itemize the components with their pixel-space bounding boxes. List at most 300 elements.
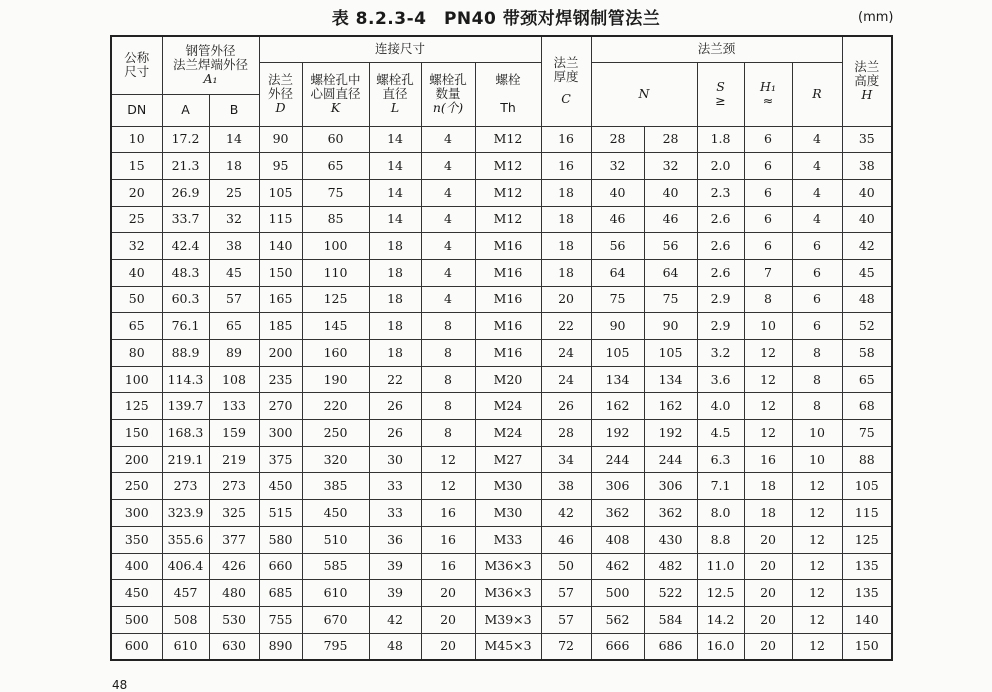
table-cell: M39×3 [475,606,541,633]
table-cell: 15 [111,153,162,180]
table-cell: 115 [842,500,892,527]
table-cell: M12 [475,206,541,233]
header-neck-r: R [792,62,842,126]
table-cell: 580 [259,526,302,553]
table-cell: 57 [541,606,591,633]
table-cell: 40 [842,206,892,233]
table-cell: 18 [369,340,421,367]
table-cell: 8 [421,366,475,393]
table-cell: 400 [111,553,162,580]
table-cell: 890 [259,633,302,660]
header-neck-s: S ≥ [697,62,744,126]
table-cell: 6 [744,206,792,233]
table-cell: 385 [302,473,369,500]
table-cell: 12 [744,340,792,367]
table-cell: 482 [644,553,697,580]
table-cell: 408 [591,526,644,553]
table-cell: 4 [792,126,842,153]
table-cell: 17.2 [162,126,209,153]
table-cell: 2.6 [697,259,744,286]
table-row [111,606,892,633]
table-cell: 2.9 [697,313,744,340]
table-cell: 24 [541,340,591,367]
table-cell: 4 [792,206,842,233]
table-cell: 8 [421,340,475,367]
table-cell: 16 [421,526,475,553]
table-cell: 80 [111,340,162,367]
table-cell: 6.3 [697,446,744,473]
table-cell: 6 [792,259,842,286]
table-cell: 670 [302,606,369,633]
table-cell: 105 [591,340,644,367]
table-cell: 39 [369,553,421,580]
table-cell: 12 [792,526,842,553]
table-cell: M27 [475,446,541,473]
table-cell: 22 [541,313,591,340]
table-cell: 4 [792,153,842,180]
table-cell: 12 [792,633,842,660]
table-cell: 219.1 [162,446,209,473]
table-cell: 610 [162,633,209,660]
table-cell: 200 [259,340,302,367]
table-cell: 6 [744,153,792,180]
table-cell: 90 [259,126,302,153]
table-cell: 2.9 [697,286,744,313]
table-cell: 42 [842,233,892,260]
table-title: 表 8.2.3-4 PN40 带颈对焊钢制管法兰 [331,9,661,29]
table-cell: M12 [475,179,541,206]
table-cell: 12 [744,420,792,447]
table-cell: 39 [369,580,421,607]
table-cell: 45 [842,259,892,286]
header-bolt-hole-count: 螺栓孔 数量 n(个) [421,62,475,126]
table-row [111,153,892,180]
table-cell: M30 [475,500,541,527]
table-cell: 18 [541,259,591,286]
table-cell: 28 [591,126,644,153]
table-cell: 12 [792,606,842,633]
table-cell: 159 [209,420,259,447]
table-cell: 325 [209,500,259,527]
table-cell: 16 [744,446,792,473]
unit-label: (mm) [858,10,894,25]
table-cell: 135 [842,580,892,607]
table-cell: 57 [209,286,259,313]
table-cell: 500 [591,580,644,607]
table-cell: 38 [842,153,892,180]
table-row [111,233,892,260]
table-cell: 162 [591,393,644,420]
table-cell: 21.3 [162,153,209,180]
header-nominal-size: 公称 尺寸 [111,36,162,94]
table-cell: 685 [259,580,302,607]
table-cell: 20 [744,606,792,633]
table-cell: 6 [792,286,842,313]
table-cell: 33 [369,500,421,527]
table-cell: 1.8 [697,126,744,153]
table-row [111,500,892,527]
table-cell: 50 [111,286,162,313]
table-cell: 7 [744,259,792,286]
flange-dimensions-table [110,35,893,661]
table-cell: 12.5 [697,580,744,607]
table-cell: 306 [644,473,697,500]
header-steel-pipe-od: 钢管外径 法兰焊端外径 A₁ [162,36,259,94]
table-cell: 10 [792,446,842,473]
table-cell: 244 [591,446,644,473]
table-cell: 26.9 [162,179,209,206]
table-cell: 522 [644,580,697,607]
table-cell: 220 [302,393,369,420]
table-cell: 48 [369,633,421,660]
table-cell: 2.6 [697,206,744,233]
table-cell: 2.6 [697,233,744,260]
table-cell: 12 [792,500,842,527]
table-cell: 32 [111,233,162,260]
table-cell: 24 [541,366,591,393]
table-cell: M16 [475,233,541,260]
table-cell: 12 [792,553,842,580]
table-cell: 450 [259,473,302,500]
table-cell: 14 [369,126,421,153]
table-cell: 7.1 [697,473,744,500]
table-cell: 33.7 [162,206,209,233]
header-neck-h1: H₁ ≈ [744,62,792,126]
table-cell: 26 [369,393,421,420]
table-cell: 20 [744,580,792,607]
table-row [111,313,892,340]
table-cell: 50 [541,553,591,580]
table-cell: 755 [259,606,302,633]
table-cell: 273 [162,473,209,500]
table-cell: 10 [744,313,792,340]
table-row [111,446,892,473]
table-cell: 630 [209,633,259,660]
table-cell: 8.8 [697,526,744,553]
table-row [111,393,892,420]
table-cell: 75 [644,286,697,313]
table-cell: 110 [302,259,369,286]
table-row [111,526,892,553]
table-cell: 42 [369,606,421,633]
table-row [111,580,892,607]
table-cell: 300 [259,420,302,447]
table-cell: 145 [302,313,369,340]
table-cell: 160 [302,340,369,367]
table-cell: 56 [591,233,644,260]
table-cell: 12 [792,473,842,500]
table-cell: 450 [111,580,162,607]
table-cell: 515 [259,500,302,527]
table-cell: M36×3 [475,580,541,607]
table-cell: 235 [259,366,302,393]
table-cell: M12 [475,153,541,180]
table-cell: 20 [421,633,475,660]
table-cell: 12 [421,446,475,473]
table-cell: 4 [421,179,475,206]
table-cell: 320 [302,446,369,473]
table-cell: 8 [421,313,475,340]
table-cell: 8 [792,340,842,367]
table-cell: 165 [259,286,302,313]
table-cell: 12 [421,473,475,500]
table-row [111,286,892,313]
table-cell: M24 [475,393,541,420]
table-cell: 16 [421,500,475,527]
table-cell: 40 [111,259,162,286]
table-cell: 426 [209,553,259,580]
table-cell: 250 [302,420,369,447]
table-cell: 46 [644,206,697,233]
table-cell: 6 [744,233,792,260]
table-cell: 36 [369,526,421,553]
table-cell: 18 [369,259,421,286]
table-cell: 8 [792,366,842,393]
table-row [111,206,892,233]
table-cell: 18 [209,153,259,180]
table-cell: 14 [369,206,421,233]
table-cell: 585 [302,553,369,580]
table-row [111,126,892,153]
table-cell: M36×3 [475,553,541,580]
table-cell: 219 [209,446,259,473]
table-cell: 58 [842,340,892,367]
table-cell: 530 [209,606,259,633]
table-cell: 18 [541,206,591,233]
table-cell: 105 [842,473,892,500]
table-cell: 508 [162,606,209,633]
table-cell: 4 [421,206,475,233]
table-cell: 32 [644,153,697,180]
table-cell: 20 [744,553,792,580]
table-cell: M16 [475,313,541,340]
header-dn: DN [111,94,162,126]
table-cell: 64 [644,259,697,286]
table-cell: 30 [369,446,421,473]
table-cell: 3.6 [697,366,744,393]
table-cell: 350 [111,526,162,553]
header-flange-height: 法兰 高度 H [842,36,892,126]
table-cell: 8 [744,286,792,313]
table-cell: M16 [475,259,541,286]
table-cell: 300 [111,500,162,527]
table-cell: 28 [644,126,697,153]
table-cell: 85 [302,206,369,233]
table-row [111,473,892,500]
table-cell: 323.9 [162,500,209,527]
table-cell: 65 [209,313,259,340]
table-cell: 18 [744,473,792,500]
table-cell: 33 [369,473,421,500]
table-cell: 57 [541,580,591,607]
table-cell: 192 [591,420,644,447]
table-cell: 14 [209,126,259,153]
table-cell: 610 [302,580,369,607]
table-cell: 89 [209,340,259,367]
table-cell: 60 [302,126,369,153]
table-cell: 20 [421,606,475,633]
table-cell: 64 [591,259,644,286]
table-cell: 134 [591,366,644,393]
table-cell: 562 [591,606,644,633]
table-cell: M45×3 [475,633,541,660]
table-cell: 18 [541,233,591,260]
table-cell: 140 [842,606,892,633]
table-cell: 32 [209,206,259,233]
table-row [111,420,892,447]
table-cell: 18 [369,233,421,260]
table-cell: 38 [541,473,591,500]
table-cell: 20 [111,179,162,206]
table-cell: 16.0 [697,633,744,660]
table-cell: 114.3 [162,366,209,393]
table-cell: 26 [369,420,421,447]
table-cell: 150 [842,633,892,660]
table-cell: 25 [209,179,259,206]
table-cell: 362 [644,500,697,527]
table-cell: 16 [541,153,591,180]
table-cell: 139.7 [162,393,209,420]
table-cell: 8 [421,420,475,447]
table-header [111,36,892,126]
table-cell: 18 [369,286,421,313]
table-cell: 100 [111,366,162,393]
table-cell: 2.0 [697,153,744,180]
table-cell: 4 [421,286,475,313]
table-cell: 12 [744,393,792,420]
table-cell: 795 [302,633,369,660]
table-cell: 34 [541,446,591,473]
table-cell: 250 [111,473,162,500]
table-cell: 72 [541,633,591,660]
table-cell: 90 [591,313,644,340]
table-cell: 406.4 [162,553,209,580]
table-cell: 115 [259,206,302,233]
table-cell: 40 [591,179,644,206]
table-cell: 75 [302,179,369,206]
table-cell: 666 [591,633,644,660]
table-cell: 8.0 [697,500,744,527]
table-cell: M24 [475,420,541,447]
table-cell: M12 [475,126,541,153]
table-cell: 11.0 [697,553,744,580]
table-cell: 185 [259,313,302,340]
table-cell: 95 [259,153,302,180]
table-cell: 20 [421,580,475,607]
table-cell: 100 [302,233,369,260]
table-cell: 192 [644,420,697,447]
table-cell: 40 [644,179,697,206]
table-cell: 75 [591,286,644,313]
table-cell: 88.9 [162,340,209,367]
table-cell: 8 [421,393,475,420]
page-number: 48 [112,678,128,692]
table-cell: 377 [209,526,259,553]
table-cell: 150 [111,420,162,447]
table-row [111,259,892,286]
table-cell: 108 [209,366,259,393]
table-cell: 65 [302,153,369,180]
table-cell: 28 [541,420,591,447]
table-cell: 6 [792,313,842,340]
table-cell: 4 [792,179,842,206]
table-cell: 14 [369,179,421,206]
table-cell: 306 [591,473,644,500]
table-cell: 88 [842,446,892,473]
table-cell: 35 [842,126,892,153]
table-cell: 135 [842,553,892,580]
table-cell: 4 [421,259,475,286]
table-cell: 133 [209,393,259,420]
table-cell: 65 [842,366,892,393]
table-cell: 4.5 [697,420,744,447]
header-connection-size: 连接尺寸 [259,36,541,62]
table-cell: 75 [842,420,892,447]
table-cell: 430 [644,526,697,553]
header-flange-thickness: 法兰 厚度 C [541,36,591,126]
table-cell: M16 [475,286,541,313]
table-cell: 6 [792,233,842,260]
table-cell: 125 [111,393,162,420]
table-cell: 46 [541,526,591,553]
table-cell: 4 [421,233,475,260]
table-cell: 14 [369,153,421,180]
table-cell: M30 [475,473,541,500]
table-cell: 2.3 [697,179,744,206]
table-cell: 12 [744,366,792,393]
table-cell: 48.3 [162,259,209,286]
table-cell: 4 [421,153,475,180]
table-cell: 355.6 [162,526,209,553]
table-cell: 125 [842,526,892,553]
table-row [111,340,892,367]
table-cell: 190 [302,366,369,393]
table-body [111,126,892,660]
table-cell: 16 [541,126,591,153]
header-flange-neck: 法兰颈 [591,36,842,62]
table-cell: 105 [644,340,697,367]
table-cell: 20 [744,526,792,553]
table-cell: 14.2 [697,606,744,633]
table-cell: 6 [744,179,792,206]
header-bolt: 螺栓 Th [475,62,541,126]
table-cell: 134 [644,366,697,393]
table-cell: 686 [644,633,697,660]
table-cell: 18 [369,313,421,340]
table-cell: 18 [744,500,792,527]
table-cell: 20 [744,633,792,660]
header-flange-od: 法兰 外径 D [259,62,302,126]
table-cell: 500 [111,606,162,633]
table-cell: 600 [111,633,162,660]
table-cell: 40 [842,179,892,206]
header-neck-n: N [591,62,697,126]
table-cell: 162 [644,393,697,420]
table-cell: 52 [842,313,892,340]
table-cell: 12 [792,580,842,607]
table-cell: 90 [644,313,697,340]
table-cell: 42.4 [162,233,209,260]
header-bolt-hole-dia: 螺栓孔 直径 L [369,62,421,126]
table-cell: 140 [259,233,302,260]
table-cell: M16 [475,340,541,367]
table-cell: 10 [111,126,162,153]
table-cell: 45 [209,259,259,286]
table-cell: 42 [541,500,591,527]
header-pipe-b: B [209,94,259,126]
table-cell: 56 [644,233,697,260]
table-cell: 375 [259,446,302,473]
